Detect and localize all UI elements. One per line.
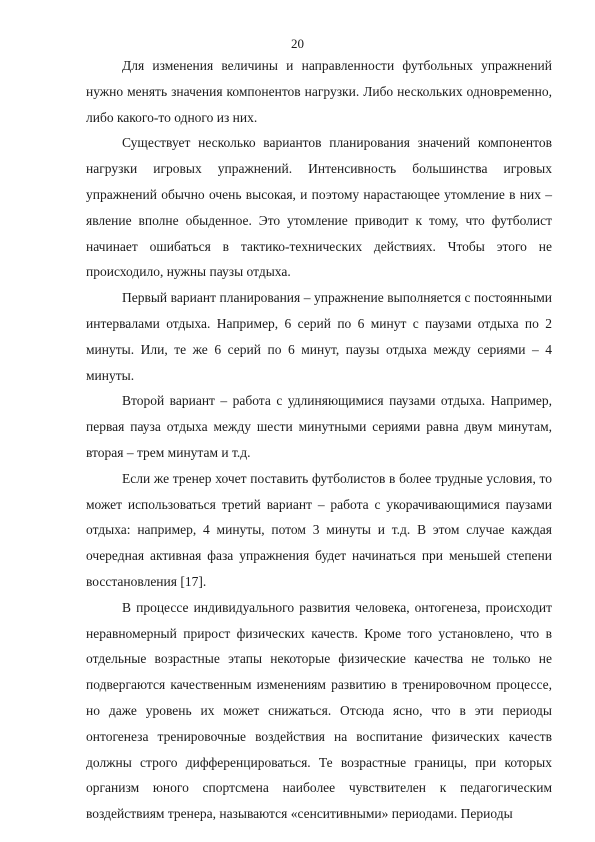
document-body [86, 53, 552, 827]
paragraph: Первый вариант планирования – упражнение выполняется с постоянными интервалами отдыха. Например, 6 серий по 6 минут с паузами отдыха по 2 минуты. Или, те же 6 серий по 6 минут, паузы отдыха между сериями – 4 минуты. [86, 290, 552, 383]
paragraph: Второй вариант – работа с удлиняющимися паузами отдыха. Например, первая пауза отдыха между шести минутными сериями равна двум минутам, вторая – трем минутам и т.д. [86, 393, 552, 460]
paragraph: В процессе индивидуального развития человека, онтогенеза, происходит неравномерный прирост физических качеств. Кроме того установлено, что в отдельные возрастные этапы некоторые физические качества не только не подвергаются качественным изменениям развитию в тренировочном процессе, но даже уровень их может снижаться. Отсюда ясно, что в эти периоды онтогенеза тренировочные воздействия на воспитание физических качеств должны строго дифференцироваться. Те возрастные границы, при которых организм юного спортсмена наиболее чувствителен к педагогическим воздействиям тренера, называются «сенситивными» периодами. Периоды [86, 599, 552, 822]
paragraph: Если же тренер хочет поставить футболистов в более трудные условия, то может использоваться третий вариант – работа с укорачивающимися паузами отдыха: например, 4 минуты, потом 3 минуты и т.д. В этом случае каждая очередная активная фаза упражнения будет начинаться при меньшей степени восстановления [17]. [86, 470, 552, 589]
page-number: 20 [291, 36, 304, 51]
paragraph: Для изменения величины и направленности футбольных упражнений нужно менять значения компонентов нагрузки. Либо нескольких одновременно, либо какого-то одного из них. [86, 58, 552, 125]
paragraph: Существует несколько вариантов планирования значений компонентов нагрузки игровых упражнений. Интенсивность большинства игровых упражнений обычно очень высокая, и поэтому нарастающее утомление в них – явление вполне обыденное. Это утомление приводит к тому, что футболист начинает ошибаться в тактико-технических действиях. Чтобы этого не происходило, нужны паузы отдыха. [86, 135, 552, 280]
